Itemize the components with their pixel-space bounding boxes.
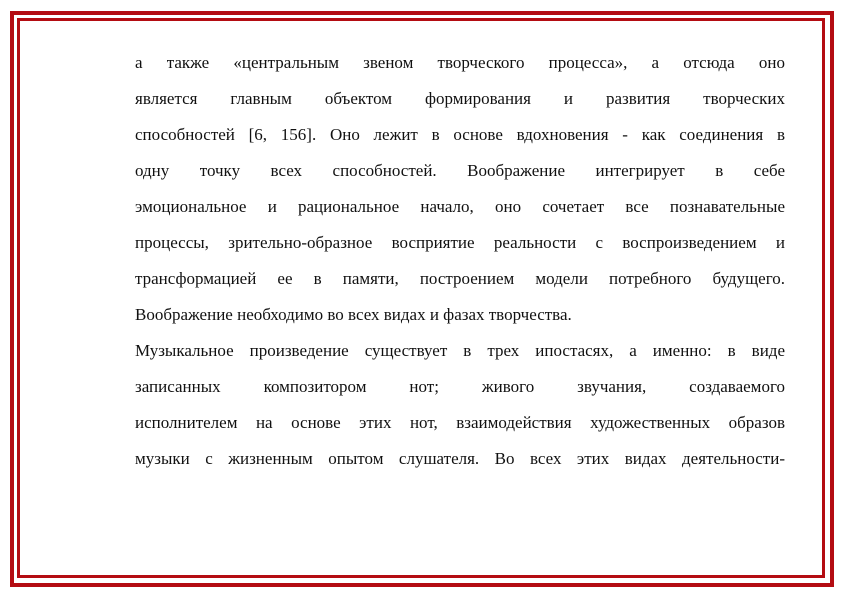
text-line: трансформацией ее в памяти, построением модели потребного будущего. (135, 269, 785, 288)
paragraph-2 (135, 333, 785, 477)
text-line: эмоциональное и рациональное начало, оно сочетает все познавательные (135, 197, 785, 216)
text-line: способностей [6, 156]. Оно лежит в основе вдохновения - как соединения в (135, 125, 785, 144)
text-line: является главным объектом формирования и развития творческих (135, 89, 785, 108)
text-line: а также «центральным звеном творческого процесса», а отсюда оно (135, 53, 785, 72)
text-line: Музыкальное произведение существует в трех ипостасях, а именно: в виде (135, 341, 785, 360)
text-line: одну точку всех способностей. Воображение интегрирует в себе (135, 161, 785, 180)
document-text (135, 45, 785, 477)
paragraph-1 (135, 45, 785, 333)
text-line: Воображение необходимо во всех видах и фазах творчества. (135, 305, 572, 324)
text-line: процессы, зрительно-образное восприятие реальности с воспроизведением и (135, 233, 785, 252)
text-line: музыки с жизненным опытом слушателя. Во всех этих видах деятельности- (135, 449, 785, 468)
text-line: записанных композитором нот; живого звучания, создаваемого (135, 377, 785, 396)
text-line: исполнителем на основе этих нот, взаимодействия художественных образов (135, 413, 785, 432)
